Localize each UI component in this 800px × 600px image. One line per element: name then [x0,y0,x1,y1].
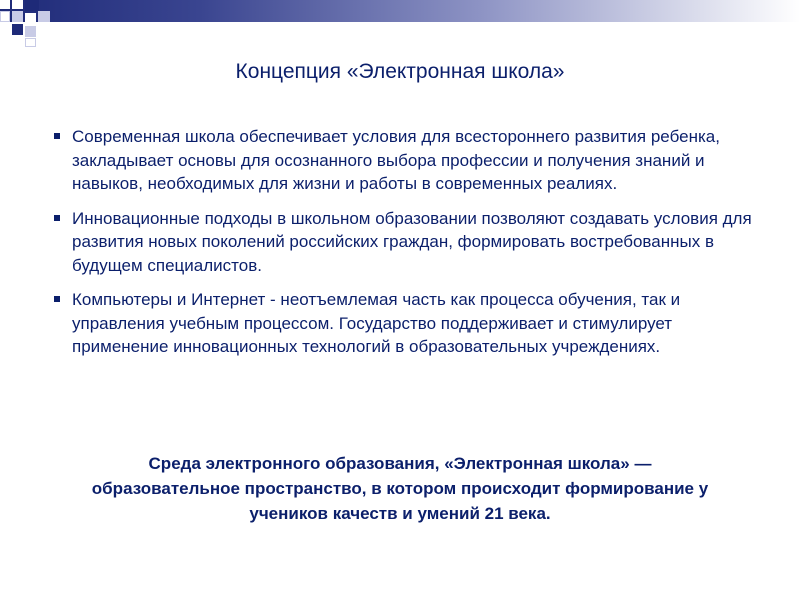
deco-square [0,0,10,9]
slide-title: Концепция «Электронная школа» [235,60,565,83]
deco-square [25,26,36,37]
deco-square [25,38,36,47]
bullet-item [52,125,762,196]
bullet-item [52,207,762,278]
deco-square [38,11,50,22]
deco-square [0,11,10,22]
square-bullet-icon [54,215,60,221]
deco-square [25,0,39,11]
bullet-text: Инновационные подходы в школьном образовании позволяют создавать условия для развития новых поколений российских граждан, формировать востребованных в будущем специалистов. [72,208,752,275]
deco-square [12,24,23,35]
bullet-text: Компьютеры и Интернет - неотъемлемая часть как процесса обучения, так и управления учебным процессом. Государство поддерживает и стимулирует применение инновационных технологий в образовательных учреждениях. [72,290,681,356]
bullet-item [52,288,762,359]
square-bullet-icon [54,133,60,139]
deco-square [25,13,36,24]
header-gradient-band [0,0,800,47]
deco-square [12,0,23,9]
square-bullet-icon [54,296,60,302]
bullet-list [52,125,762,370]
conclusion-text: Среда электронного образования, «Электронная школа» — образовательное пространство, в котором происходит формирование у учеников качеств и умений 21 века. [91,454,709,523]
deco-square [12,11,23,22]
bullet-text: Современная школа обеспечивает условия для всестороннего развития ребенка, закладывает основы для осознанного выбора профессии и получения знаний и навыков, необходимых для жизни и работы в современных реалиях. [72,127,720,193]
